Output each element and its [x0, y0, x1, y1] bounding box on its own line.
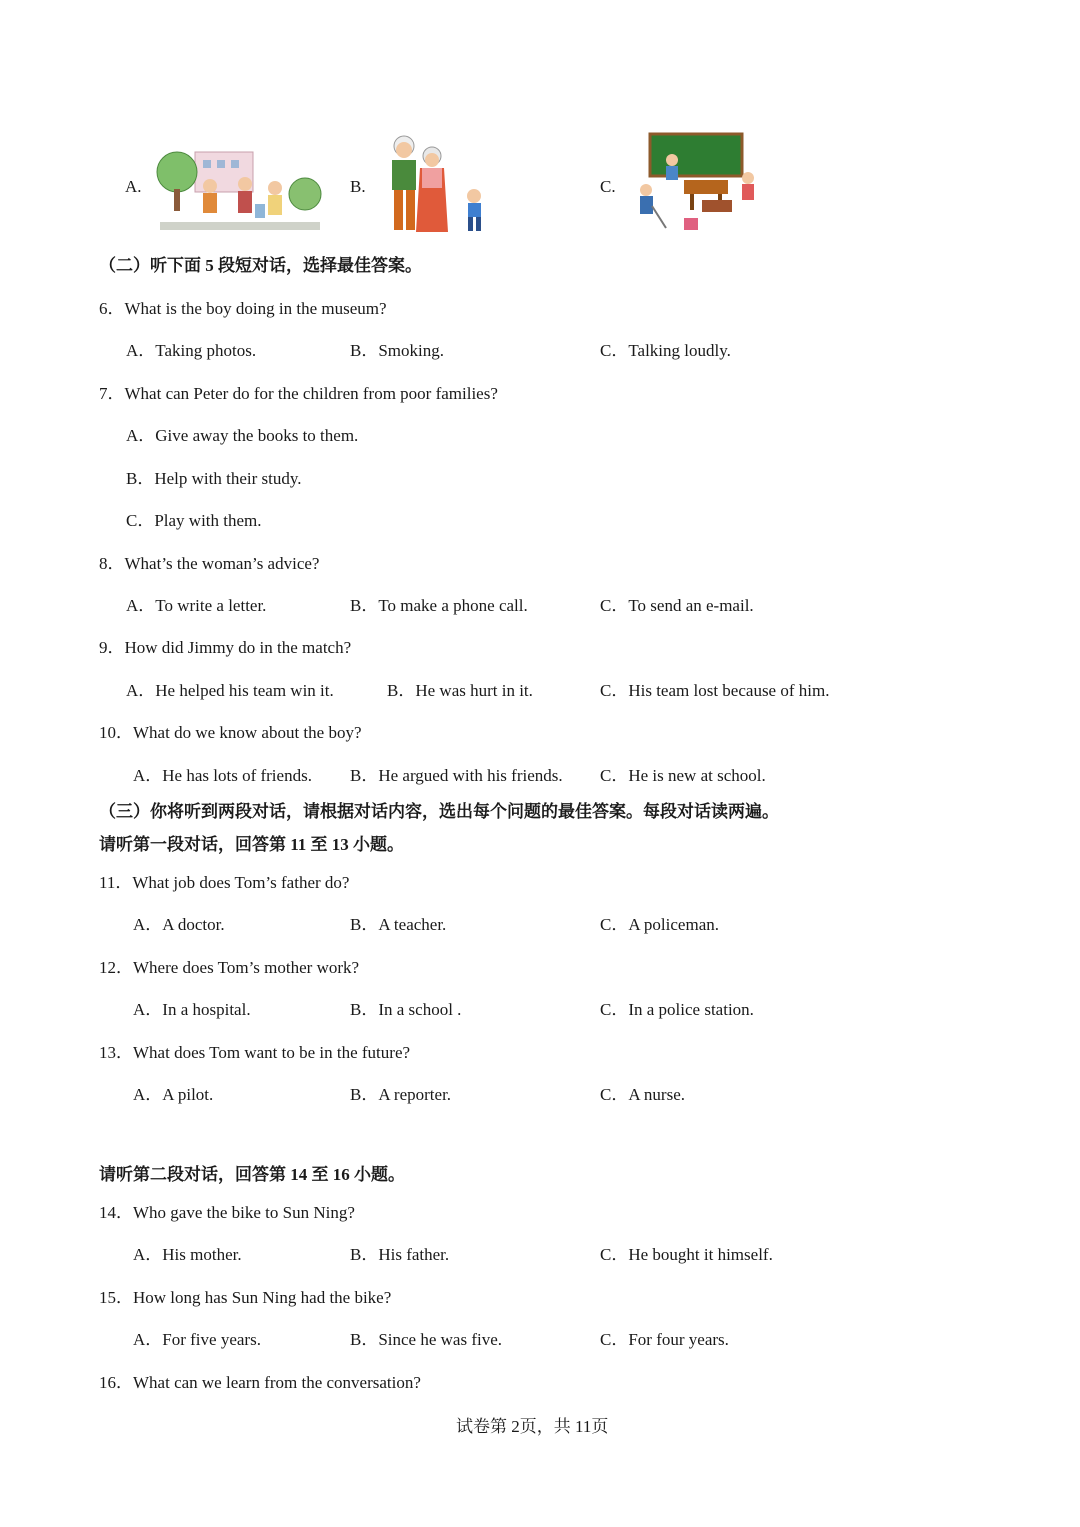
question-9-option-a: A．He helped his team win it. [126, 681, 334, 700]
grandparents-with-child-icon [382, 134, 497, 239]
question-9-option-b: B．He was hurt in it. [387, 681, 533, 700]
picture-option-c-label: C. [600, 177, 616, 196]
question-8-option-a: A．To write a letter. [126, 596, 267, 615]
question-11: 11．What job does Tom’s father do? [99, 873, 350, 892]
question-7-option-a: A．Give away the books to them. [126, 426, 359, 445]
question-8-option-b: B．To make a phone call. [350, 596, 528, 615]
question-12: 12．Where does Tom’s mother work? [99, 958, 360, 977]
question-9: 9．How did Jimmy do in the match? [99, 638, 352, 657]
question-14: 14．Who gave the bike to Sun Ning? [99, 1203, 355, 1222]
question-10-option-b: B．He argued with his friends. [350, 766, 563, 785]
question-14-option-b: B．His father. [350, 1245, 450, 1264]
question-7-option-c: C．Play with them. [126, 511, 262, 530]
question-13: 13．What does Tom want to be in the future? [99, 1043, 411, 1062]
question-10-option-a: A．He has lots of friends. [133, 766, 312, 785]
question-11-option-b: B．A teacher. [350, 915, 447, 934]
question-6-option-c: C．Talking loudly. [600, 341, 731, 360]
question-6: 6．What is the boy doing in the museum? [99, 299, 387, 318]
question-6-option-b: B．Smoking. [350, 341, 444, 360]
question-7-option-b: B．Help with their study. [126, 469, 302, 488]
children-cleaning-park-icon [155, 134, 325, 239]
picture-option-b-label: B. [350, 177, 366, 196]
question-15-option-b: B．Since he was five. [350, 1330, 503, 1349]
picture-option-a-label: A. [125, 177, 142, 196]
question-10-option-c: C．He is new at school. [600, 766, 766, 785]
question-15-option-a: A．For five years. [133, 1330, 261, 1349]
question-7: 7．What can Peter do for the children from poor families? [99, 384, 498, 403]
section-3-heading: （三）你将听到两段对话，请根据对话内容，选出每个问题的最佳答案。每段对话读两遍。 [99, 802, 779, 821]
question-6-option-a: A．Taking photos. [126, 341, 257, 360]
question-13-option-b: B．A reporter. [350, 1085, 452, 1104]
question-10: 10．What do we know about the boy? [99, 723, 362, 742]
question-14-option-a: A．His mother. [133, 1245, 242, 1264]
question-14-option-c: C．He bought it himself. [600, 1245, 773, 1264]
question-8-option-c: C．To send an e-mail. [600, 596, 754, 615]
question-11-option-c: C．A policeman. [600, 915, 719, 934]
question-13-option-c: C．A nurse. [600, 1085, 685, 1104]
question-15-option-c: C．For four years. [600, 1330, 729, 1349]
section-2-heading: （二）听下面 5 段短对话，选择最佳答案。 [99, 256, 422, 275]
dialogue-1-instruction: 请听第一段对话，回答第 11 至 13 小题。 [99, 835, 405, 854]
question-11-option-a: A．A doctor. [133, 915, 225, 934]
question-9-option-c: C．His team lost because of him. [600, 681, 830, 700]
question-12-option-b: B．In a school . [350, 1000, 462, 1019]
students-cleaning-classroom-icon [632, 130, 762, 240]
question-15: 15．How long has Sun Ning had the bike? [99, 1288, 392, 1307]
question-13-option-a: A．A pilot. [133, 1085, 214, 1104]
page-footer: 试卷第 2页，共 11页 [456, 1417, 609, 1436]
question-16: 16．What can we learn from the conversation? [99, 1373, 421, 1392]
question-12-option-c: C．In a police station. [600, 1000, 754, 1019]
dialogue-2-instruction: 请听第二段对话，回答第 14 至 16 小题。 [99, 1165, 405, 1184]
question-8: 8．What’s the woman’s advice? [99, 554, 320, 573]
question-12-option-a: A．In a hospital. [133, 1000, 251, 1019]
